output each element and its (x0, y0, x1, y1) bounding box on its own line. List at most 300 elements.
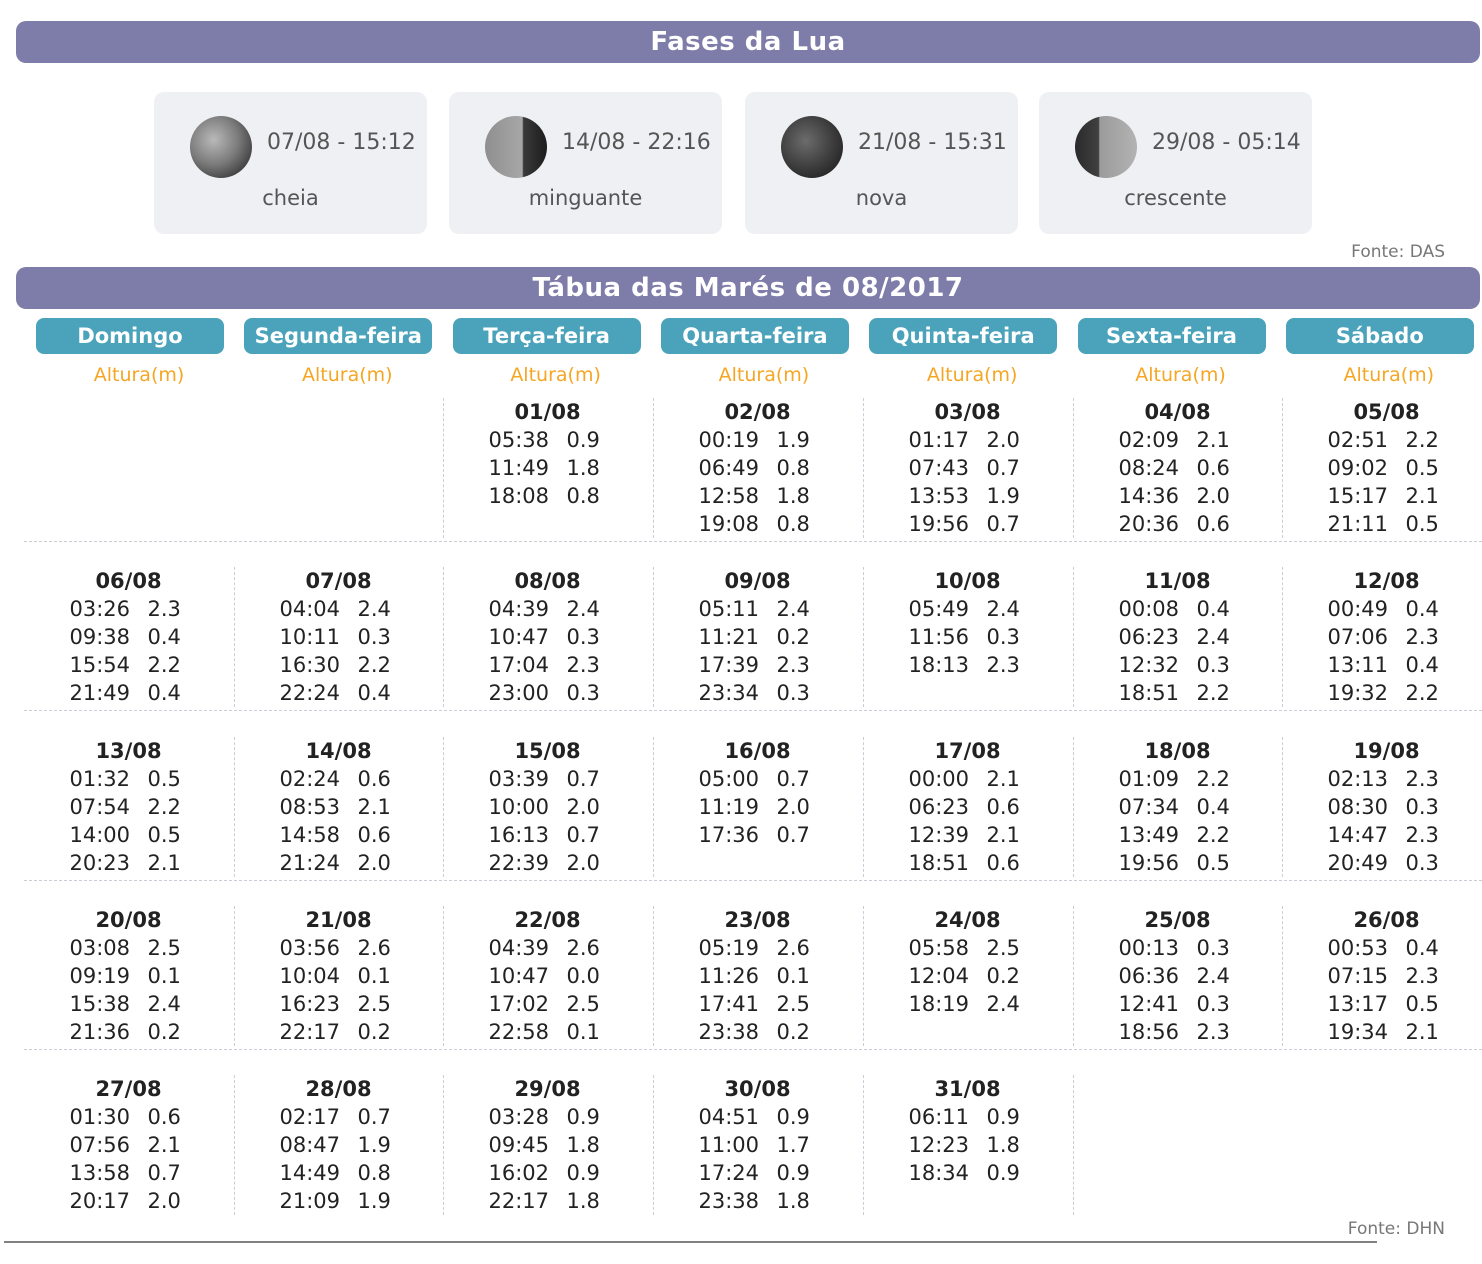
tide-day-cell (653, 398, 862, 568)
tide-time: 03:26 (69, 597, 131, 621)
tide-height: 1.7 (776, 1133, 810, 1157)
tide-day-cell (234, 1075, 443, 1245)
height-unit-label: Altura(m) (510, 364, 601, 386)
tide-time: 16:30 (279, 653, 341, 677)
tide-entry (443, 849, 652, 877)
tide-height: 0.3 (986, 625, 1020, 649)
tide-time: 03:28 (488, 1105, 550, 1129)
tide-time: 08:24 (1118, 456, 1180, 480)
tide-entry (1073, 934, 1282, 962)
tide-entry (24, 1131, 233, 1159)
tide-height: 2.5 (566, 992, 600, 1016)
tide-entry (863, 510, 1072, 538)
tide-date: 18/08 (1144, 739, 1211, 763)
tide-height: 2.4 (357, 597, 391, 621)
tide-entry (863, 934, 1072, 962)
tide-date: 26/08 (1353, 908, 1420, 932)
tide-time: 19:32 (1327, 681, 1389, 705)
tide-height: 2.1 (1196, 428, 1230, 452)
tide-time: 20:36 (1118, 512, 1180, 536)
tide-time: 18:56 (1118, 1020, 1180, 1044)
tide-entry (1282, 482, 1482, 510)
tide-time: 23:38 (698, 1189, 760, 1213)
tide-height: 0.4 (147, 625, 181, 649)
moon-phase-card (154, 92, 427, 234)
tide-entry (24, 765, 233, 793)
tide-height: 0.4 (1196, 795, 1230, 819)
tide-entry (443, 1018, 652, 1046)
tide-time: 07:56 (69, 1133, 131, 1157)
tide-entry (863, 651, 1072, 679)
tide-time: 04:04 (279, 597, 341, 621)
tide-day-cell (443, 1075, 652, 1245)
tide-height: 0.5 (1405, 992, 1439, 1016)
tide-entry (653, 990, 862, 1018)
waning-moon-icon (485, 116, 547, 178)
tide-height: 0.6 (1196, 512, 1230, 536)
tide-date: 14/08 (305, 739, 372, 763)
tide-height: 2.0 (357, 851, 391, 875)
tide-date: 10/08 (934, 569, 1001, 593)
height-unit-label: Altura(m) (926, 364, 1018, 386)
height-unit-label: Altura(m) (302, 364, 393, 386)
tide-entry (234, 651, 443, 679)
tide-time: 00:49 (1327, 597, 1389, 621)
tide-time: 17:36 (698, 823, 760, 847)
tide-time: 17:04 (488, 653, 550, 677)
tide-entry (1282, 510, 1482, 538)
tide-height: 0.8 (357, 1161, 391, 1185)
tide-day-cell (443, 906, 652, 1076)
tide-time: 07:06 (1327, 625, 1389, 649)
tide-time: 17:41 (698, 992, 760, 1016)
tide-height: 0.1 (566, 1020, 600, 1044)
day-header: Sexta-feira (1078, 318, 1266, 354)
tide-time: 12:58 (698, 484, 760, 508)
tide-day-cell (1282, 906, 1482, 1076)
tide-day-cell (653, 737, 862, 907)
tide-entry (1282, 623, 1482, 651)
tide-time: 13:58 (69, 1161, 131, 1185)
tide-height: 2.4 (1196, 964, 1230, 988)
tide-time: 06:49 (698, 456, 760, 480)
tide-time: 13:53 (908, 484, 970, 508)
tide-time: 11:19 (698, 795, 760, 819)
tide-height: 2.4 (1196, 625, 1230, 649)
moon-phase-card (1039, 92, 1312, 234)
tide-entry (1073, 510, 1282, 538)
tide-day-cell (1073, 398, 1282, 568)
tide-height: 1.9 (986, 484, 1020, 508)
tide-entry (863, 821, 1072, 849)
tide-time: 00:53 (1327, 936, 1389, 960)
tide-entry (24, 793, 233, 821)
tide-time: 23:38 (698, 1020, 760, 1044)
bottom-divider (4, 1241, 1377, 1243)
tide-day-cell (863, 398, 1072, 568)
tide-entry (1073, 595, 1282, 623)
tide-height: 2.0 (1196, 484, 1230, 508)
tide-height: 0.7 (986, 456, 1020, 480)
tide-date: 07/08 (305, 569, 372, 593)
tide-entry (234, 1187, 443, 1215)
tide-day-cell (863, 737, 1072, 907)
tide-time: 04:51 (698, 1105, 760, 1129)
tide-time: 05:19 (698, 936, 760, 960)
tide-time: 00:08 (1118, 597, 1180, 621)
tide-time: 10:11 (279, 625, 341, 649)
tide-entry (443, 962, 652, 990)
tide-entry (24, 595, 233, 623)
tide-entry (443, 1187, 652, 1215)
tide-entry (863, 990, 1072, 1018)
tide-date: 04/08 (1144, 400, 1211, 424)
tide-entry (443, 454, 652, 482)
tide-entry (24, 1159, 233, 1187)
tide-time: 06:23 (1118, 625, 1180, 649)
tide-time: 10:04 (279, 964, 341, 988)
tide-date: 11/08 (1144, 569, 1211, 593)
tide-height: 2.0 (566, 795, 600, 819)
tide-entry (443, 821, 652, 849)
tide-date: 31/08 (934, 1077, 1001, 1101)
tide-height: 0.7 (776, 823, 810, 847)
tide-entry (234, 990, 443, 1018)
tide-time: 22:58 (488, 1020, 550, 1044)
tide-entry (1073, 454, 1282, 482)
tide-height: 0.7 (147, 1161, 181, 1185)
tide-date: 15/08 (514, 739, 581, 763)
tide-height: 2.5 (357, 992, 391, 1016)
tide-entry (863, 595, 1072, 623)
tide-height: 0.4 (1196, 597, 1230, 621)
tide-height: 2.2 (1405, 681, 1439, 705)
moon-phase-name: cheia (262, 186, 319, 210)
tide-height: 2.3 (1196, 1020, 1230, 1044)
tide-time: 12:32 (1118, 653, 1180, 677)
tide-entry (1282, 651, 1482, 679)
tide-entry (653, 1018, 862, 1046)
tide-height: 2.5 (776, 992, 810, 1016)
tide-day-cell (863, 567, 1072, 737)
tide-time: 05:00 (698, 767, 760, 791)
tide-height: 2.1 (1405, 1020, 1439, 1044)
tide-time: 15:54 (69, 653, 131, 677)
tide-entry (1282, 793, 1482, 821)
tide-height: 0.2 (776, 1020, 810, 1044)
tide-time: 02:51 (1327, 428, 1389, 452)
tide-time: 21:09 (279, 1189, 341, 1213)
tide-date: 16/08 (724, 739, 791, 763)
tide-entry (1073, 962, 1282, 990)
tide-height: 0.9 (986, 1105, 1020, 1129)
height-unit-label: Altura(m) (718, 364, 810, 386)
tide-height: 2.2 (1196, 767, 1230, 791)
moon-phases-row (154, 92, 1314, 234)
tide-time: 07:15 (1327, 964, 1389, 988)
tide-height: 2.2 (147, 653, 181, 677)
height-unit-label: Altura(m) (93, 364, 185, 386)
tide-time: 22:17 (279, 1020, 341, 1044)
tide-entry (24, 962, 233, 990)
tide-time: 09:38 (69, 625, 131, 649)
tide-time: 11:21 (698, 625, 760, 649)
tide-entry (1073, 679, 1282, 707)
tide-height: 0.3 (566, 625, 600, 649)
tide-time: 14:00 (69, 823, 131, 847)
tide-height: 2.2 (147, 795, 181, 819)
tide-height: 0.3 (357, 625, 391, 649)
tide-time: 21:49 (69, 681, 131, 705)
tide-time: 11:49 (488, 456, 550, 480)
tide-entry (234, 1018, 443, 1046)
tide-height: 0.9 (776, 1105, 810, 1129)
tide-time: 17:02 (488, 992, 550, 1016)
tide-day-cell (24, 906, 233, 1076)
tide-entry (653, 454, 862, 482)
tide-entry (653, 821, 862, 849)
tide-entry (653, 1159, 862, 1187)
tide-entry (1073, 651, 1282, 679)
tide-entry (234, 1103, 443, 1131)
tide-date: 13/08 (95, 739, 162, 763)
tide-time: 11:56 (908, 625, 970, 649)
tide-time: 21:11 (1327, 512, 1389, 536)
tide-date: 24/08 (934, 908, 1001, 932)
tide-day-cell (24, 1075, 233, 1245)
tide-time: 14:47 (1327, 823, 1389, 847)
tide-height: 0.5 (1405, 456, 1439, 480)
tide-entry (24, 623, 233, 651)
tide-date: 22/08 (514, 908, 581, 932)
tide-time: 12:23 (908, 1133, 970, 1157)
tide-height: 0.3 (776, 681, 810, 705)
day-header: Terça-feira (453, 318, 641, 354)
tide-entry (24, 1103, 233, 1131)
tide-entry (234, 934, 443, 962)
tide-entry (443, 679, 652, 707)
tide-time: 20:17 (69, 1189, 131, 1213)
tide-entry (863, 1103, 1072, 1131)
tide-time: 12:39 (908, 823, 970, 847)
tide-time: 06:11 (908, 1105, 970, 1129)
tide-height: 0.2 (776, 625, 810, 649)
tide-time: 10:00 (488, 795, 550, 819)
tide-time: 16:13 (488, 823, 550, 847)
tide-entry (863, 482, 1072, 510)
tide-entry (24, 1187, 233, 1215)
tide-height: 2.0 (147, 1189, 181, 1213)
tide-height: 2.6 (566, 936, 600, 960)
moon-phase-datetime: 29/08 - 05:14 (1152, 130, 1301, 155)
tide-time: 15:38 (69, 992, 131, 1016)
moon-source-label: Fonte: DAS (1351, 242, 1445, 262)
tide-time: 14:58 (279, 823, 341, 847)
tide-time: 18:19 (908, 992, 970, 1016)
tide-day-cell (863, 1075, 1072, 1245)
tide-entry (1073, 623, 1282, 651)
tide-entry (443, 765, 652, 793)
tide-entry (443, 793, 652, 821)
moon-phase-name: crescente (1124, 186, 1227, 210)
tide-height: 2.1 (357, 795, 391, 819)
tide-height: 2.5 (986, 936, 1020, 960)
tide-entry (863, 849, 1072, 877)
moon-phases-title: Fases da Lua (16, 21, 1480, 63)
tide-entry (863, 454, 1072, 482)
tide-entry (24, 934, 233, 962)
full-moon-icon (190, 116, 252, 178)
day-header: Quinta-feira (869, 318, 1057, 354)
tide-height: 0.1 (357, 964, 391, 988)
column-divider (1073, 1075, 1074, 1215)
tide-height: 1.8 (566, 1133, 600, 1157)
tide-entry (1282, 849, 1482, 877)
tide-time: 08:30 (1327, 795, 1389, 819)
tide-entry (24, 679, 233, 707)
tide-height: 0.5 (147, 767, 181, 791)
tide-height: 0.7 (357, 1105, 391, 1129)
tide-entry (1073, 765, 1282, 793)
tide-time: 09:45 (488, 1133, 550, 1157)
tide-time: 23:00 (488, 681, 550, 705)
tide-date: 05/08 (1353, 400, 1420, 424)
tide-entry (1282, 1018, 1482, 1046)
tide-height: 1.8 (776, 1189, 810, 1213)
tide-time: 00:00 (908, 767, 970, 791)
tide-height: 2.1 (1405, 484, 1439, 508)
moon-phase-card (745, 92, 1018, 234)
tide-time: 14:49 (279, 1161, 341, 1185)
tide-entry (443, 1103, 652, 1131)
tide-height: 2.2 (1196, 823, 1230, 847)
tide-height: 0.3 (1196, 936, 1230, 960)
tide-day-cell (653, 906, 862, 1076)
day-header: Quarta-feira (661, 318, 849, 354)
tide-time: 18:13 (908, 653, 970, 677)
tide-time: 18:51 (908, 851, 970, 875)
tide-height: 1.9 (357, 1189, 391, 1213)
tide-date: 21/08 (305, 908, 372, 932)
tide-entry (863, 1131, 1072, 1159)
tide-date: 03/08 (934, 400, 1001, 424)
tide-time: 05:49 (908, 597, 970, 621)
tide-time: 17:24 (698, 1161, 760, 1185)
tide-time: 06:36 (1118, 964, 1180, 988)
tide-day-cell (443, 398, 652, 568)
tide-entry (653, 1187, 862, 1215)
tide-height: 1.8 (986, 1133, 1020, 1157)
tide-day-cell (1282, 398, 1482, 568)
tide-time: 01:17 (908, 428, 970, 452)
tide-time: 13:49 (1118, 823, 1180, 847)
tide-entry (24, 1018, 233, 1046)
moon-phase-card (449, 92, 722, 234)
tide-time: 16:23 (279, 992, 341, 1016)
tide-height: 0.6 (147, 1105, 181, 1129)
tide-time: 19:08 (698, 512, 760, 536)
tide-entry (653, 426, 862, 454)
tide-date: 30/08 (724, 1077, 791, 1101)
tide-day-cell (1073, 906, 1282, 1076)
moon-phase-datetime: 21/08 - 15:31 (858, 130, 1007, 155)
tide-height: 2.3 (986, 653, 1020, 677)
tide-time: 07:43 (908, 456, 970, 480)
tide-day-cell (1282, 737, 1482, 907)
tide-day-cell (653, 567, 862, 737)
tide-height: 1.8 (566, 1189, 600, 1213)
tide-entry (1282, 821, 1482, 849)
tide-height: 0.5 (1196, 851, 1230, 875)
tide-height: 2.3 (1405, 964, 1439, 988)
tide-height: 2.2 (1405, 428, 1439, 452)
tide-height: 2.2 (1196, 681, 1230, 705)
tide-time: 04:39 (488, 936, 550, 960)
tide-height: 0.4 (1405, 597, 1439, 621)
tide-entry (443, 426, 652, 454)
tide-time: 22:17 (488, 1189, 550, 1213)
tide-height: 0.2 (147, 1020, 181, 1044)
tide-time: 21:36 (69, 1020, 131, 1044)
tide-entry (1282, 454, 1482, 482)
tide-time: 01:30 (69, 1105, 131, 1129)
tide-height: 0.9 (776, 1161, 810, 1185)
tide-height: 2.3 (147, 597, 181, 621)
tide-height: 0.3 (566, 681, 600, 705)
tide-time: 17:39 (698, 653, 760, 677)
tide-height: 2.2 (357, 653, 391, 677)
tide-entry (1073, 426, 1282, 454)
tide-height: 0.8 (566, 484, 600, 508)
tide-entry (863, 623, 1072, 651)
tide-time: 10:47 (488, 625, 550, 649)
tide-height: 0.7 (986, 512, 1020, 536)
day-header: Domingo (36, 318, 224, 354)
day-header: Sábado (1286, 318, 1474, 354)
tide-entry (234, 765, 443, 793)
tide-entry (24, 821, 233, 849)
tide-time: 15:17 (1327, 484, 1389, 508)
tide-height: 2.1 (147, 851, 181, 875)
tide-time: 01:09 (1118, 767, 1180, 791)
tide-entry (863, 962, 1072, 990)
tide-time: 19:56 (908, 512, 970, 536)
tide-time: 07:34 (1118, 795, 1180, 819)
tide-height: 0.8 (776, 512, 810, 536)
moon-phase-name: nova (855, 186, 908, 210)
tide-entry (863, 426, 1072, 454)
tide-time: 12:41 (1118, 992, 1180, 1016)
tide-time: 20:23 (69, 851, 131, 875)
tide-height: 0.2 (986, 964, 1020, 988)
tide-time: 09:02 (1327, 456, 1389, 480)
tide-height: 2.3 (1405, 823, 1439, 847)
tide-day-cell (24, 567, 233, 737)
tide-entry (1282, 962, 1482, 990)
tide-height: 0.3 (1196, 653, 1230, 677)
tide-height: 2.1 (147, 1133, 181, 1157)
tide-day-cell (863, 906, 1072, 1076)
day-header: Segunda-feira (244, 318, 432, 354)
tide-day-cell (234, 567, 443, 737)
tide-time: 22:24 (279, 681, 341, 705)
tide-entry (443, 651, 652, 679)
tide-height: 0.7 (776, 767, 810, 791)
tide-height: 0.4 (1405, 936, 1439, 960)
tide-height: 2.5 (147, 936, 181, 960)
tide-entry (1073, 1018, 1282, 1046)
tide-entry (234, 623, 443, 651)
